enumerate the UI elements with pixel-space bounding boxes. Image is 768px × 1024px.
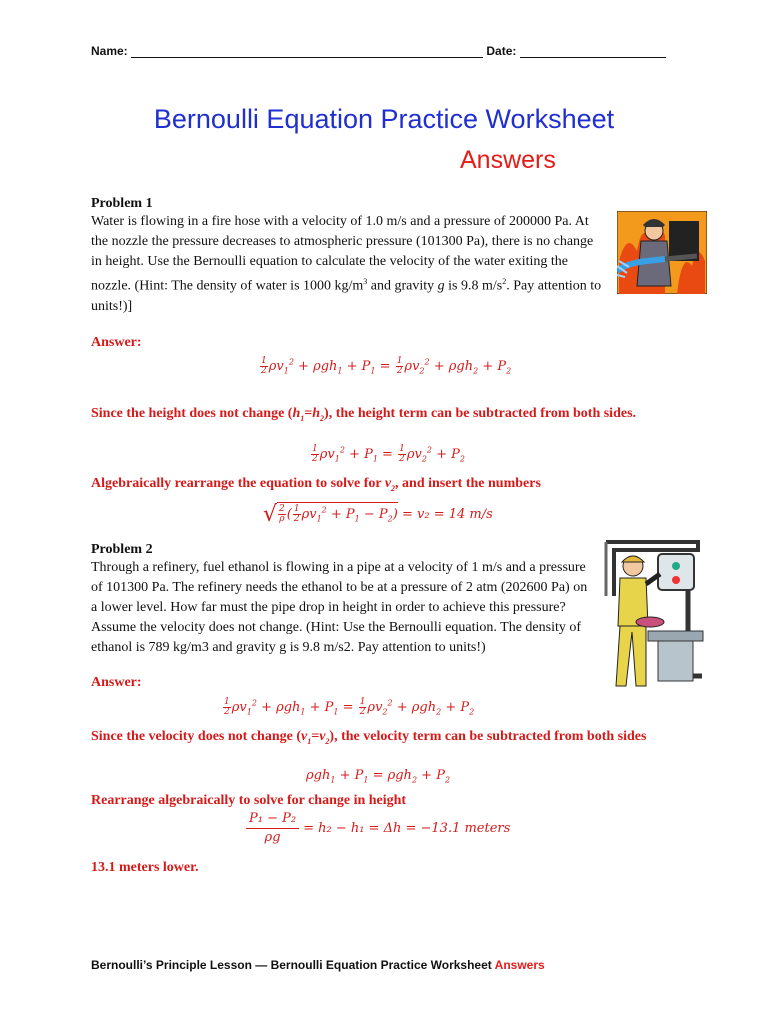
problem1-bernoulli-equation: $\frac{1}{2}$ $\rho v_1^2 + \rho gh_1 + P_1$ = $\frac{1}{2}$ $\rho v_2^2 + \rho gh_2 + P_2$ [261,356,512,376]
problem1-reduced-equation: $\frac{1}{2}$ $\rho v_1^2 + P_1$ = $\frac{1}{2}$ $\rho v_2^2 + P_2$ [312,444,466,464]
worksheet-header [91,44,666,58]
name-line [131,45,483,58]
page-footer [91,958,545,972]
solution-fraction-denominator: ρg [264,830,281,845]
problem2-text: Through a refinery, fuel ethanol is flowing in a pipe at a velocity of 1 m/s and a pressure of 101300 Pa. The refinery needs the ethanol to be at a pressure of 2 atm (202600 Pa) on a lower level. How far must the pipe drop in height in order to achieve this pressure? Assume the velocity does not change. (Hint: Use the Bernoulli equation. The density of ethanol is 789 kg/m3 and gravity g is 9.8 m/s2. Pay attention to units!) [91,560,588,655]
footer-answers: Answers [494,958,545,972]
problem1-text: Water is flowing in a fire hose with a velocity of 1.0 m/s and a pressure of 200000 Pa. At the nozzle the pressure decreases to atmospheric pressure (101300 Pa), there is no change in height. Use the Bernoulli equation to calculate the velocity of the water exiting the nozzle. (Hint: The density of water is 1000 $kg/m^3$ and gravity g is 9.8 $m/s^2$. Pay attention to units!)] [91,214,602,314]
problem2-solution-equation [246,810,510,847]
solution-fraction-numerator: P₁ − P₂ [246,810,299,829]
date-label: Date: [486,44,517,58]
problem2-heading: Problem 2 [91,542,153,557]
firefighter-illustration [617,211,707,294]
problem1-solution-equation: √ $\frac{2}{\rho}$ ( $\frac{1}{2}$ $\rho v_1^2 + P_1 - P_2) = v_2 = 14$ m/s [263,502,493,527]
problem2-bernoulli-equation: $\frac{1}{2}$ $\rho v_1^2 + \rho gh_1 + P_1$ = $\frac{1}{2}$ $\rho v_2^2 + \rho gh_2 + P_2$ [224,697,475,717]
problem2-result: = h₂ − h₁ = Δh = −13.1 meters [303,821,511,836]
problem1-result: = v₂ = 14 m/s [401,507,493,522]
date-line [520,45,666,58]
footer-text: Bernoulli’s Principle Lesson — Bernoulli Equation Practice Worksheet [91,958,492,972]
answers-subtitle: Answers [460,146,556,174]
problem1-step1: Since the height does not change $(h_1=h_2)$, the height term can be subtracted from both sides. [91,406,637,423]
problem2-step2: Rearrange algebraically to solve for change in height [91,793,407,808]
refinery-worker-illustration [598,536,708,696]
problem2-reduced-equation: $\rho gh_1 + P_1 = \rho gh_2 + P_2$ [306,768,451,785]
name-label: Name: [91,44,128,58]
problem1-heading: Problem 1 [91,196,153,211]
problem2-conclusion: 13.1 meters lower. [91,860,199,875]
problem1-step2: Algebraically rearrange the equation to solve for $v_2$, and insert the numbers [91,476,541,493]
problem2-answer-label: Answer: [91,675,142,690]
problem2-step1: Since the velocity does not change $(v_1=v_2)$, the velocity term can be subtracted from both sides [91,729,647,746]
problem1-answer-label: Answer: [91,335,142,350]
page-title: Bernoulli Equation Practice Worksheet [153,104,615,134]
